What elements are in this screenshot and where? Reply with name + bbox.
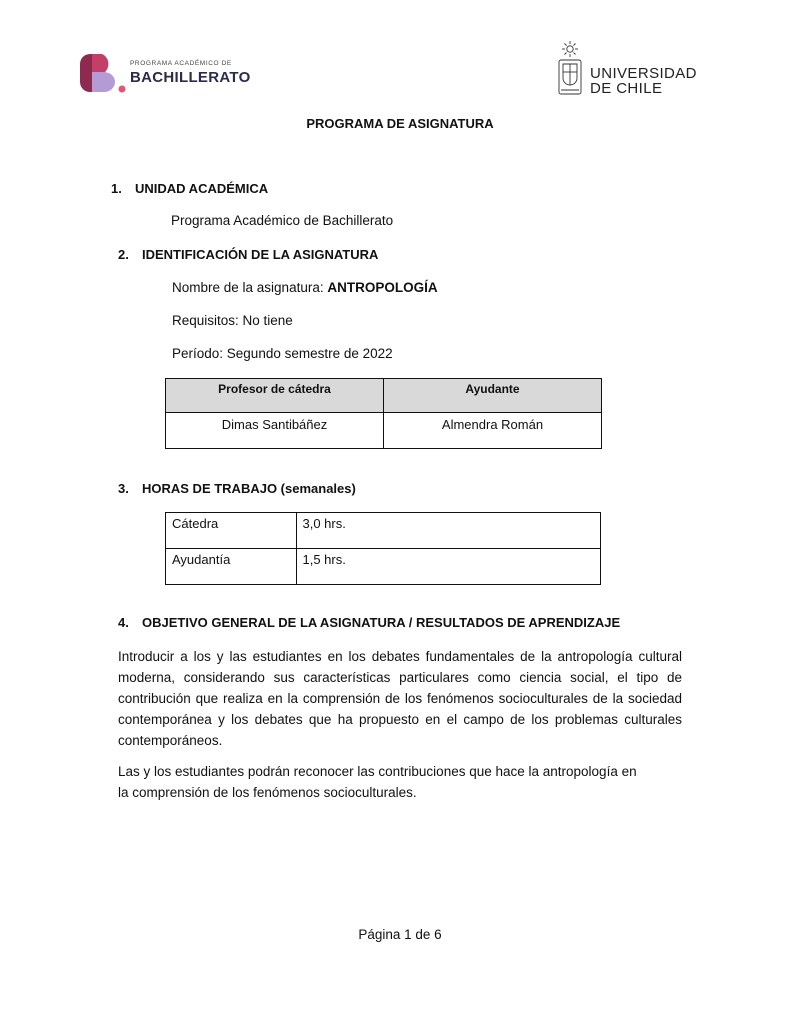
table-row: [166, 549, 601, 585]
hours-table: [165, 512, 601, 585]
section-3-number: 3.: [118, 481, 129, 496]
bachillerato-logo-mark-icon: [80, 52, 126, 94]
staff-table: [165, 378, 602, 449]
logo-right-line1: UNIVERSIDAD: [590, 65, 697, 82]
table-row: [166, 513, 601, 549]
requisitos-text: Requisitos: No tiene: [172, 313, 293, 328]
staff-table-header-row: [166, 379, 602, 413]
objetivo-paragraph-2: Las y los estudiantes podrán reconocer las contribuciones que hace la antropología en la comprensión de los fenómenos socioculturales.: [118, 764, 637, 800]
logo-right-line2: DE CHILE: [590, 80, 663, 97]
section-1-heading: [111, 181, 268, 196]
section-2-number: 2.: [118, 247, 129, 262]
logo-left-big-text: BACHILLERATO: [130, 69, 251, 87]
section-3-title: HORAS DE TRABAJO (semanales): [142, 481, 356, 496]
section-1-title: UNIDAD ACADÉMICA: [135, 181, 269, 196]
page-number: Página 1 de 6: [358, 927, 442, 942]
section-2-title: IDENTIFICACIÓN DE LA ASIGNATURA: [142, 247, 379, 262]
section-4-title: OBJETIVO GENERAL DE LA ASIGNATURA / RESULTADOS DE APRENDIZAJE: [142, 615, 621, 630]
staff-header-ayudante: Ayudante: [384, 379, 602, 413]
section-3-heading: [118, 481, 356, 496]
section-1-number: 1.: [111, 181, 122, 196]
table-row: [166, 413, 602, 449]
bachillerato-logo: [80, 52, 251, 94]
section-4-heading: [118, 615, 620, 630]
staff-cell-profesor: Dimas Santibáñez: [166, 413, 384, 449]
unidad-academica-text: Programa Académico de Bachillerato: [171, 213, 394, 228]
hours-value-catedra: 3,0 hrs.: [296, 513, 601, 549]
section-4-number: 4.: [118, 615, 129, 630]
hours-label-ayudantia: Ayudantía: [166, 549, 297, 585]
objetivo-paragraph-1: Introducir a los y las estudiantes en los debates fundamentales de la antropología cultural moderna, considerando sus características particulares como ciencia social, el tipo de contribución que realiza en la comprensión de los fenómenos socioculturales de la sociedad contemporánea y los debates que ha propuesto en el campo de los problemas culturales contemporáneos.: [118, 649, 682, 748]
staff-header-profesor: Profesor de cátedra: [166, 379, 384, 413]
asignatura-name-label: Nombre de la asignatura:: [172, 280, 328, 295]
hours-value-ayudantia: 1,5 hrs.: [296, 549, 601, 585]
section-2-heading: [118, 247, 378, 262]
periodo-text: Período: Segundo semestre de 2022: [172, 346, 393, 361]
hours-label-catedra: Cátedra: [166, 513, 297, 549]
universidad-de-chile-logo: [556, 40, 697, 98]
asignatura-name-line: [172, 280, 438, 295]
logo-left-small-text: PROGRAMA ACADÉMICO DE: [130, 59, 232, 67]
university-crest-icon: [556, 40, 584, 98]
document-title: PROGRAMA DE ASIGNATURA: [306, 116, 494, 131]
staff-cell-ayudante: Almendra Román: [384, 413, 602, 449]
asignatura-name-value: ANTROPOLOGÍA: [327, 280, 438, 295]
